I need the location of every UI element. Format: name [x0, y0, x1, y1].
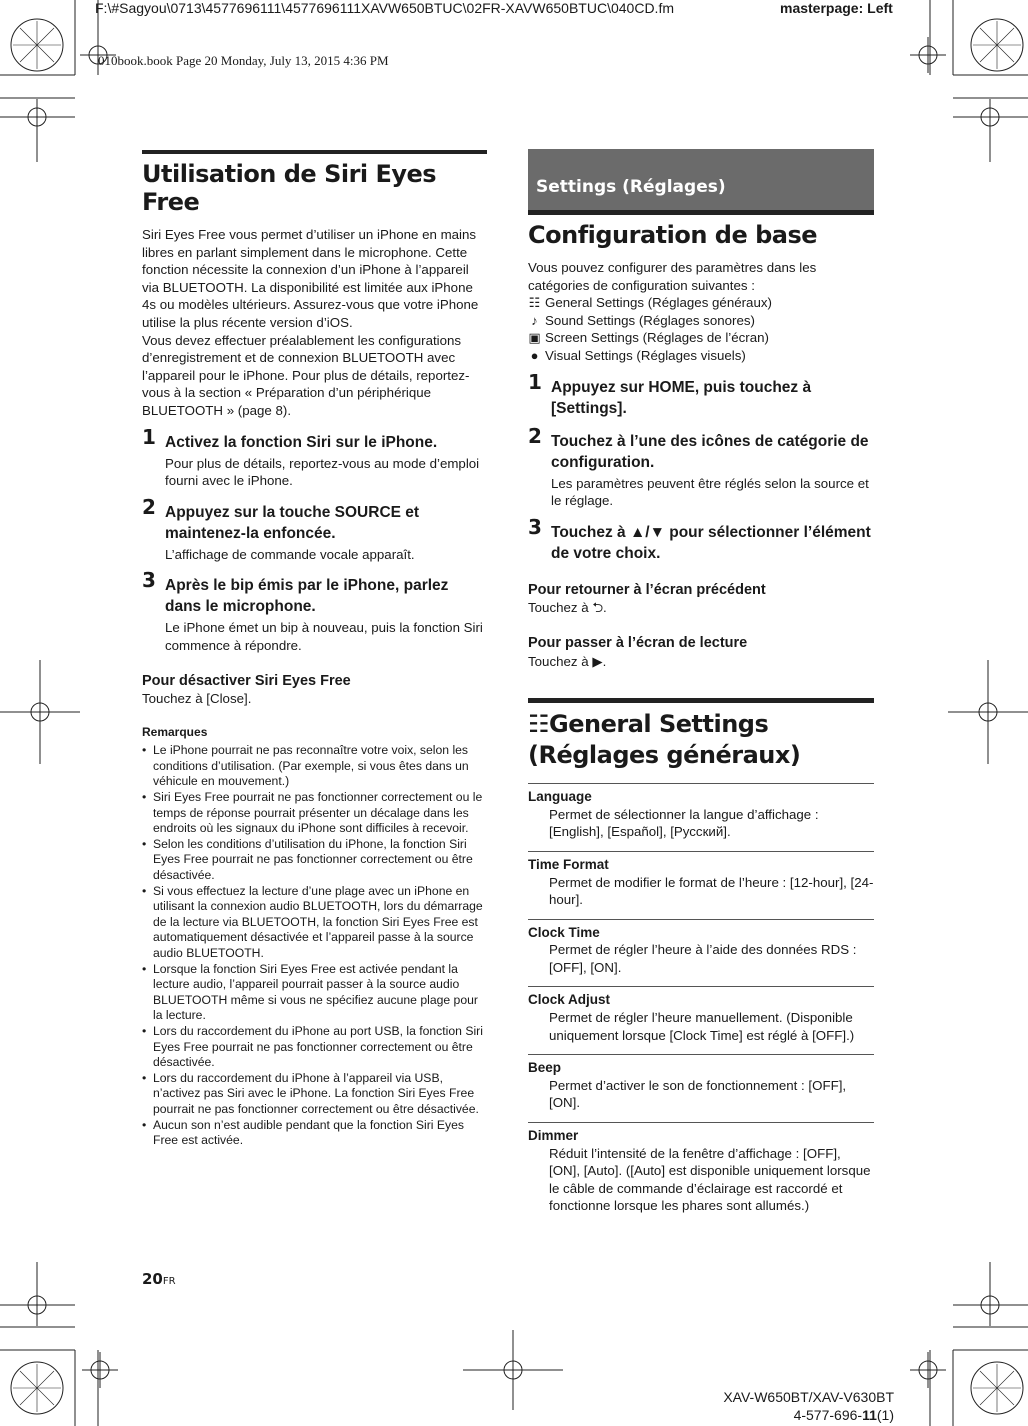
disable-siri-body: Touchez à [Close].	[142, 691, 252, 707]
category-sound	[528, 312, 874, 330]
setting-desc: Réduit l’intensité de la fenêtre d’affichage : [OFF], [ON], [Auto]. ([Auto] est disponible uniquement lorsque le câble de commande d’éclairage est raccordé et fonctionne lorsque les phares sont allumés.)	[549, 1145, 871, 1214]
playback-screen-icon: ▶︎	[592, 653, 603, 669]
visual-settings-icon: ●	[530, 347, 539, 363]
step-title: Après le bip émis par le iPhone, parlez dans le microphone.	[165, 577, 449, 616]
step-number: 2	[142, 494, 156, 519]
remark-item: • Lors du raccordement du iPhone au port USB, la fonction Siri Eyes Free pourrait ne pas fonctionner correctement ou être désactivée.	[142, 1024, 487, 1071]
playback-heading: Pour passer à l’écran de lecture	[528, 634, 748, 651]
remarks-list	[142, 743, 487, 1148]
setting-desc: Permet de régler l’heure manuellement. (Disponible uniquement lorsque [Clock Time] est réglé à [OFF].)	[549, 1010, 855, 1043]
step-number: 3	[142, 568, 156, 593]
step-title: Activez la fonction Siri sur le iPhone.	[165, 433, 438, 451]
siri-step-2	[142, 494, 487, 564]
category-label: Visual Settings (Réglages visuels)	[545, 347, 746, 363]
setting-clock-time	[528, 919, 874, 987]
siri-step-1	[142, 424, 487, 490]
setting-name: Dimmer	[528, 1128, 579, 1144]
category-general	[528, 294, 874, 312]
config-step-3	[528, 514, 874, 564]
return-heading: Pour retourner à l’écran précédent	[528, 581, 766, 598]
return-body: Touchez à ⮌.	[528, 600, 607, 616]
general-settings-icon: ☷	[528, 295, 541, 311]
category-visual	[528, 347, 874, 365]
file-path: F:\#Sagyou\0713\4577696111\4577696111XAVW650BTUC\02FR-XAVW650BTUC\040CD.fm	[95, 0, 674, 16]
remark-item: • Selon les conditions d’utilisation du iPhone, la fonction Siri Eyes Free pourrait ne pas fonctionner correctement ou être désactivée.	[142, 837, 487, 884]
back-arrow-icon: ⮌	[592, 600, 603, 616]
settings-band	[528, 149, 874, 215]
screen-settings-icon: ▣	[528, 330, 541, 346]
left-column	[142, 150, 487, 1149]
general-settings-header	[528, 698, 874, 771]
remark-item: • Lors du raccordement du iPhone à l’appareil via USB, n’activez pas Siri avec le iPhone. La fonction Siri Eyes Free pourrait ne pas fonctionner correctement ou être désactivée.	[142, 1071, 487, 1118]
step-title: Touchez à ▲/▼ pour sélectionner l’élément de votre choix.	[551, 523, 871, 562]
sound-settings-icon: ♪	[531, 312, 538, 328]
doc-code: 4-577-696-11(1)	[793, 1407, 894, 1423]
setting-clock-adjust	[528, 986, 874, 1054]
config-step-1	[528, 369, 874, 419]
step-title: Touchez à l’une des icônes de catégorie de configuration.	[551, 432, 869, 471]
siri-step-3	[142, 568, 487, 654]
setting-desc: Permet de modifier le format de l’heure : [12-hour], [24-hour].	[549, 874, 874, 908]
setting-desc: Permet de régler l’heure à l’aide des données RDS : [OFF], [ON].	[549, 942, 857, 975]
disable-siri-heading: Pour désactiver Siri Eyes Free	[142, 672, 351, 689]
step-number: 1	[142, 424, 156, 449]
general-settings-title: ☷General Settings (Réglages généraux)	[528, 710, 801, 770]
remark-item: • Lorsque la fonction Siri Eyes Free est activée pendant la lecture audio, l’appareil pourrait passer à la source audio BLUETOOTH même si vous ne spécifiez aucune plage pour la lecture.	[142, 962, 487, 1024]
category-screen	[528, 329, 874, 347]
step-number: 3	[528, 514, 542, 539]
remark-item: • Siri Eyes Free pourrait ne pas fonctionner correctement ou le temps de réponse pourrait présenter un décalage dans les endroits où les signaux du iPhone sont difficiles à recevoir.	[142, 790, 487, 837]
remarks-heading: Remarques	[142, 724, 208, 739]
siri-intro-1: Siri Eyes Free vous permet d’utiliser un iPhone en mains libres en parlant simplement dans le microphone. Cette fonction nécessite la connexion d’un iPhone à l’appareil via BLUETOOTH. La disponibilité est limitée aux iPhone 4s ou modèles ultérieurs. Assurez-vous que votre iPhone utilise la plus récente version d’iOS.	[142, 227, 479, 330]
model-info	[700, 1388, 894, 1424]
category-label: Sound Settings (Réglages sonores)	[545, 312, 755, 328]
step-title: Appuyez sur la touche SOURCE et maintenez-la enfoncée.	[165, 503, 420, 542]
setting-time-format	[528, 851, 874, 919]
remark-item: • Si vous effectuez la lecture d’une plage avec un iPhone en utilisant la connexion audio BLUETOOTH, lors du démarrage de la lecture via BLUETOOTH, la fonction Siri Eyes Free est automatiquement désactivée et l’appareil passe à la source audio BLUETOOTH.	[142, 884, 487, 962]
setting-name: Time Format	[528, 856, 609, 872]
siri-intro-2: Vous devez effectuer préalablement les configurations d’enregistrement et de connexion BLUETOOTH avec l’appareil pour le iPhone. Pour plus de détails, reportez-vous à la section « Préparation d’un périphérique BLUETOOTH » (page 8).	[142, 332, 470, 418]
config-step-2	[528, 423, 874, 510]
setting-desc: Permet de sélectionner la langue d’affichage : [English], [Español], [Русский].	[549, 806, 819, 840]
playback-body: Touchez à ▶︎.	[528, 653, 607, 669]
model-name: XAV-W650BT/XAV-V630BT	[723, 1389, 894, 1405]
basic-config-title: Configuration de base	[528, 221, 818, 249]
step-body: Les paramètres peuvent être réglés selon la source et le réglage.	[551, 475, 869, 509]
settings-items	[528, 783, 874, 1225]
setting-dimmer	[528, 1122, 874, 1225]
config-intro: Vous pouvez configurer des paramètres dans les catégories de configuration suivantes :	[528, 260, 817, 293]
remark-item: • Aucun son n’est audible pendant que la fonction Siri Eyes Free est activée.	[142, 1118, 487, 1149]
setting-name: Clock Time	[528, 924, 600, 940]
setting-language	[528, 783, 874, 851]
setting-name: Clock Adjust	[528, 992, 611, 1008]
settings-band-title: Settings (Réglages)	[536, 177, 726, 197]
remark-item: • Le iPhone pourrait ne pas reconnaître votre voix, selon les conditions d’utilisation. (Par exemple, si vous êtes dans un véhicule en mouvement.)	[142, 743, 487, 790]
book-info: 010book.book Page 20 Monday, July 13, 2015 4:36 PM	[98, 53, 389, 68]
general-settings-icon: ☷	[528, 710, 550, 739]
step-body: Pour plus de détails, reportez-vous au mode d’emploi fourni avec le iPhone.	[165, 455, 480, 489]
step-number: 2	[528, 423, 542, 448]
category-label: General Settings (Réglages généraux)	[545, 295, 772, 311]
step-title: Appuyez sur HOME, puis touchez à [Settings].	[551, 378, 812, 417]
category-label: Screen Settings (Réglages de l’écran)	[545, 330, 769, 346]
setting-beep	[528, 1054, 874, 1122]
setting-name: Language	[528, 789, 592, 805]
right-column	[528, 149, 874, 1225]
setting-name: Beep	[528, 1060, 562, 1076]
siri-section-title: Utilisation de Siri Eyes Free	[142, 160, 437, 216]
masterpage-label: masterpage: Left	[780, 0, 893, 16]
step-body: Le iPhone émet un bip à nouveau, puis la fonction Siri commence à répondre.	[165, 620, 483, 653]
step-body: L’affichage de commande vocale apparaît.	[165, 546, 415, 562]
setting-desc: Permet d’activer le son de fonctionnement : [OFF], [ON].	[549, 1077, 847, 1111]
step-number: 1	[528, 369, 542, 394]
page-number: 20FR	[142, 1270, 176, 1288]
